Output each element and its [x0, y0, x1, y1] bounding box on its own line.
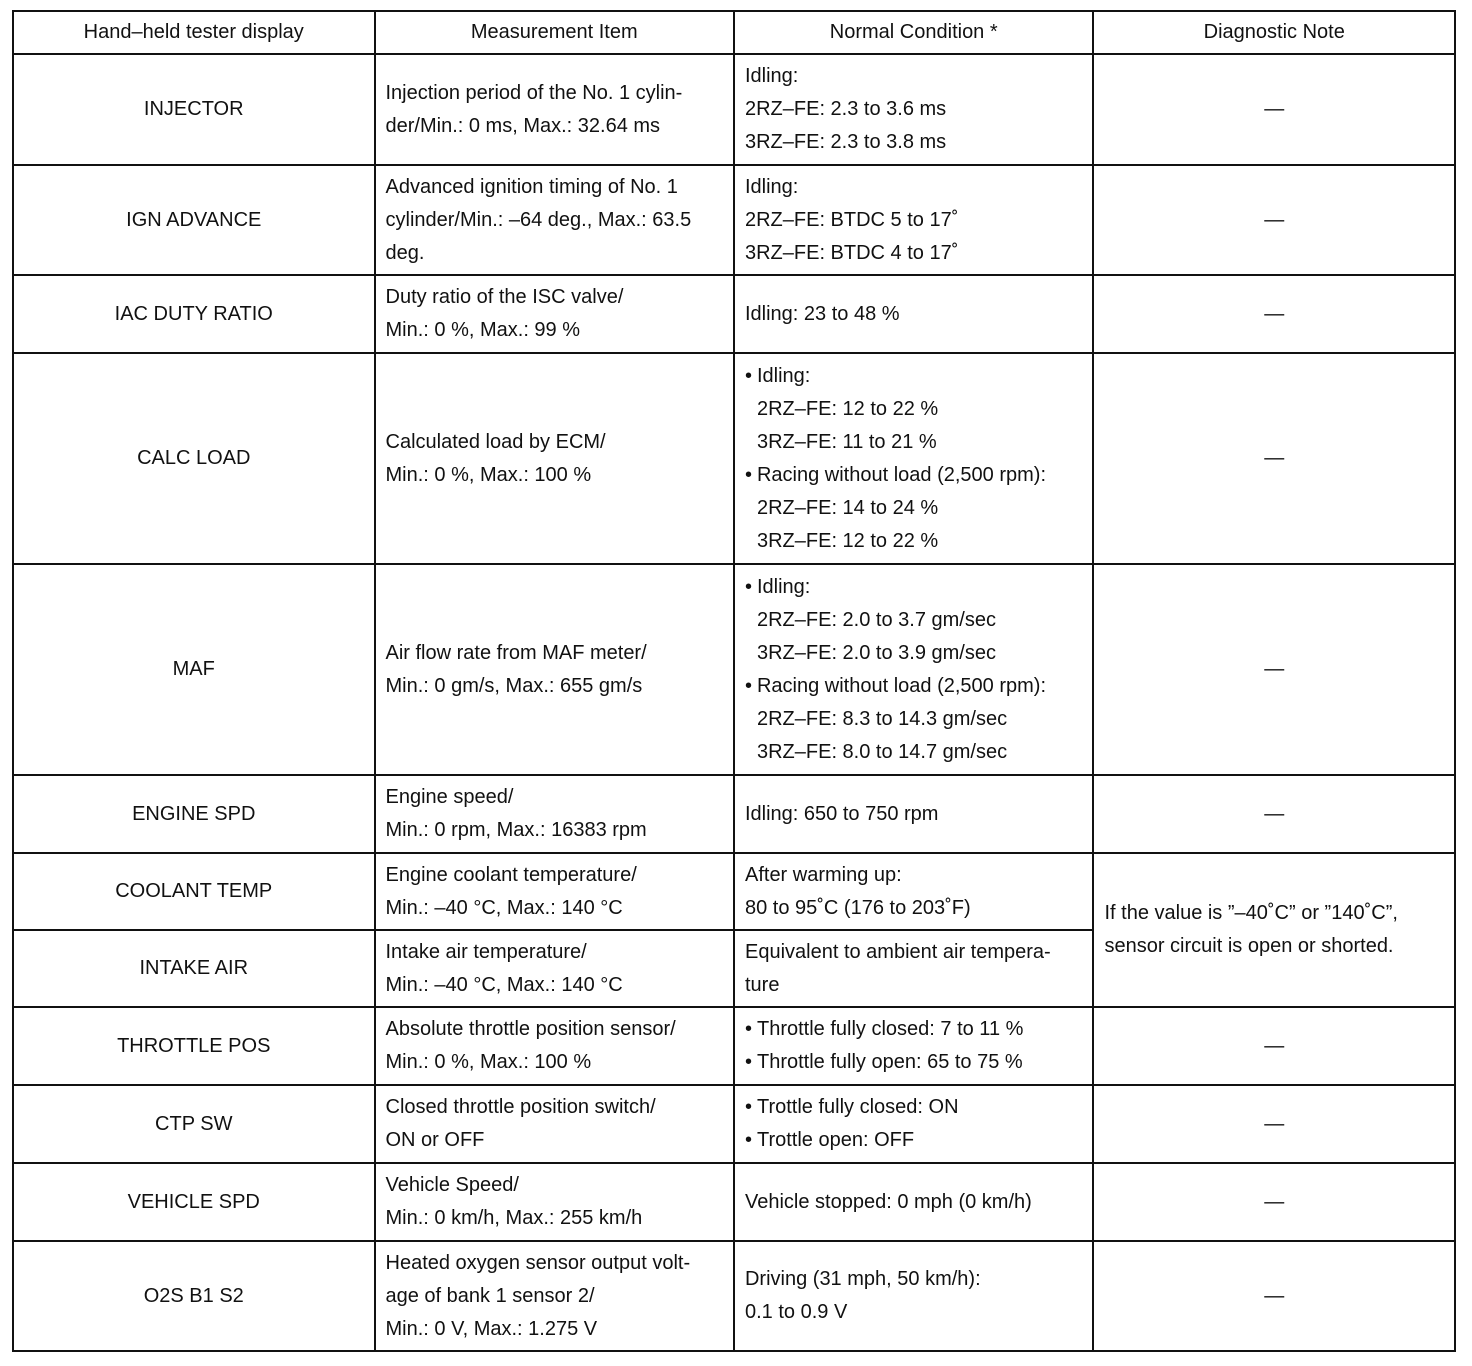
table-row: [13, 275, 1455, 353]
display-cell: IGN ADVANCE: [13, 165, 375, 275]
table-row: [13, 54, 1455, 165]
normal-condition-cell: [734, 564, 1093, 775]
text-line: 2RZ–FE: 8.3 to 14.3 gm/sec: [756, 707, 1008, 730]
table-row: [13, 564, 1455, 775]
text-line: Min.: –40 °C, Max.: 140 °C: [385, 896, 623, 919]
text-line: 3RZ–FE: 8.0 to 14.7 gm/sec: [756, 740, 1008, 763]
text-line: 0.1 to 0.9 V: [744, 1301, 848, 1323]
bullet-line: • Idling:: [745, 360, 1082, 393]
table-row: [13, 1085, 1455, 1163]
diagnostic-note-cell: —: [1093, 775, 1455, 853]
diagnostic-note-cell: —: [1093, 1241, 1455, 1351]
text-line: ture: [744, 973, 780, 996]
measurement-item-cell: [375, 775, 734, 853]
table-row: [13, 1007, 1455, 1085]
normal-condition-cell: [734, 1163, 1093, 1241]
text-line: Equivalent to ambient air tempera-: [744, 940, 1051, 963]
measurement-item-cell: [375, 853, 734, 930]
text-line: Min.: 0 rpm, Max.: 16383 rpm: [385, 819, 647, 841]
text-line: Injection period of the No. 1 cylin-: [385, 81, 683, 104]
diagnostic-note-cell: —: [1093, 165, 1455, 275]
text-line: 3RZ–FE: 11 to 21 %: [756, 430, 937, 453]
normal-condition-cell: [734, 165, 1093, 275]
text-line: 2RZ–FE: 12 to 22 %: [756, 397, 939, 420]
measurement-item-cell: [375, 353, 734, 564]
normal-condition-cell: [734, 775, 1093, 853]
text-line: sensor circuit is open or shorted.: [1104, 935, 1394, 957]
text-line: 2RZ–FE: 2.3 to 3.6 ms: [744, 98, 947, 120]
display-cell: VEHICLE SPD: [13, 1163, 375, 1241]
bullet-line: • Throttle fully open: 65 to 75 %: [745, 1046, 1082, 1079]
measurement-item-cell: [375, 1163, 734, 1241]
data-list-table: [12, 10, 1456, 1352]
text-line: Min.: 0 %, Max.: 100 %: [385, 463, 592, 486]
text-line: age of bank 1 sensor 2/: [385, 1284, 595, 1307]
diagnostic-note-cell: —: [1093, 353, 1455, 564]
normal-condition-cell: [734, 54, 1093, 165]
text-line: 80 to 95˚C (176 to 203˚F): [744, 896, 971, 919]
text-line: Idling:: [744, 175, 799, 198]
normal-condition-cell: [734, 275, 1093, 353]
bullet-line: • Trottle fully closed: ON: [745, 1091, 1082, 1124]
display-cell: MAF: [13, 564, 375, 775]
display-cell: INJECTOR: [13, 54, 375, 165]
text-line: Vehicle stopped: 0 mph (0 km/h): [744, 1190, 1032, 1213]
table-row: [13, 1241, 1455, 1351]
display-cell: IAC DUTY RATIO: [13, 275, 375, 353]
diagnostic-note-cell: —: [1093, 275, 1455, 353]
diagnostic-note-cell: —: [1093, 1007, 1455, 1085]
table-row: [13, 775, 1455, 853]
diagnostic-note-cell: —: [1093, 54, 1455, 165]
text-line: Closed throttle position switch/: [385, 1096, 656, 1118]
text-line: 2RZ–FE: 14 to 24 %: [756, 496, 939, 519]
text-line: Idling: 23 to 48 %: [744, 302, 900, 325]
text-line: Idling: 650 to 750 rpm: [744, 802, 939, 825]
text-line: Min.: 0 km/h, Max.: 255 km/h: [385, 1207, 643, 1229]
text-line: 2RZ–FE: 2.0 to 3.7 gm/sec: [756, 608, 996, 631]
text-line: Min.: 0 %, Max.: 100 %: [385, 1051, 592, 1073]
header-measurement-item: Measurement Item: [375, 11, 734, 54]
text-line: 3RZ–FE: 12 to 22 %: [756, 529, 939, 552]
measurement-item-cell: [375, 1241, 734, 1351]
text-line: ON or OFF: [385, 1129, 485, 1151]
text-line: Engine speed/: [385, 786, 514, 808]
normal-condition-cell: [734, 1241, 1093, 1351]
measurement-item-cell: [375, 165, 734, 275]
table-row: [13, 1163, 1455, 1241]
header-row: [13, 11, 1455, 54]
text-line: 2RZ–FE: BTDC 5 to 17˚: [744, 208, 959, 231]
diagnostic-note-cell: [1093, 853, 1455, 1007]
diagnostic-note-cell: —: [1093, 1085, 1455, 1163]
text-line: Min.: –40 °C, Max.: 140 °C: [385, 973, 623, 996]
text-line: Heated oxygen sensor output volt-: [385, 1251, 691, 1274]
text-line: Min.: 0 V, Max.: 1.275 V: [385, 1317, 598, 1340]
text-line: Duty ratio of the ISC valve/: [385, 286, 624, 308]
measurement-item-cell: [375, 54, 734, 165]
header-diagnostic-note: Diagnostic Note: [1093, 11, 1455, 54]
text-line: After warming up:: [744, 863, 902, 886]
diagnostic-note-cell: —: [1093, 1163, 1455, 1241]
text-line: deg.: [385, 241, 425, 264]
display-cell: THROTTLE POS: [13, 1007, 375, 1085]
normal-condition-cell: [734, 853, 1093, 930]
bullet-line: • Trottle open: OFF: [745, 1124, 1082, 1157]
measurement-item-cell: [375, 1085, 734, 1163]
header-normal-condition: Normal Condition *: [734, 11, 1093, 54]
bullet-line: • Throttle fully closed: 7 to 11 %: [745, 1013, 1082, 1046]
bullet-line: • Racing without load (2,500 rpm):: [745, 459, 1082, 492]
text-line: Air flow rate from MAF meter/: [385, 641, 647, 664]
normal-condition-cell: [734, 930, 1093, 1007]
header-display: Hand–held tester display: [13, 11, 375, 54]
measurement-item-cell: [375, 564, 734, 775]
text-line: Intake air temperature/: [385, 940, 587, 963]
text-line: cylinder/Min.: –64 deg., Max.: 63.5: [385, 208, 692, 231]
text-line: Min.: 0 gm/s, Max.: 655 gm/s: [385, 674, 643, 697]
text-line: Advanced ignition timing of No. 1: [385, 175, 678, 198]
measurement-item-cell: [375, 930, 734, 1007]
measurement-item-cell: [375, 275, 734, 353]
text-line: Calculated load by ECM/: [385, 430, 606, 453]
bullet-line: • Racing without load (2,500 rpm):: [745, 670, 1082, 703]
text-line: Absolute throttle position sensor/: [385, 1018, 676, 1040]
table-row: [13, 353, 1455, 564]
measurement-item-cell: [375, 1007, 734, 1085]
normal-condition-cell: [734, 1007, 1093, 1085]
bullet-line: • Idling:: [745, 571, 1082, 604]
text-line: 3RZ–FE: 2.3 to 3.8 ms: [744, 131, 947, 153]
display-cell: COOLANT TEMP: [13, 853, 375, 930]
normal-condition-cell: [734, 1085, 1093, 1163]
normal-condition-cell: [734, 353, 1093, 564]
text-line: 3RZ–FE: BTDC 4 to 17˚: [744, 241, 959, 264]
display-cell: O2S B1 S2: [13, 1241, 375, 1351]
text-line: Driving (31 mph, 50 km/h):: [744, 1268, 981, 1290]
text-line: If the value is ”–40˚C” or ”140˚C”,: [1104, 902, 1398, 924]
table-row: [13, 165, 1455, 275]
text-line: Min.: 0 %, Max.: 99 %: [385, 319, 581, 341]
display-cell: ENGINE SPD: [13, 775, 375, 853]
text-line: 3RZ–FE: 2.0 to 3.9 gm/sec: [756, 641, 996, 664]
text-line: der/Min.: 0 ms, Max.: 32.64 ms: [385, 114, 661, 137]
diagnostic-note-cell: —: [1093, 564, 1455, 775]
text-line: Idling:: [744, 65, 799, 87]
display-cell: INTAKE AIR: [13, 930, 375, 1007]
display-cell: CTP SW: [13, 1085, 375, 1163]
display-cell: CALC LOAD: [13, 353, 375, 564]
text-line: Vehicle Speed/: [385, 1174, 519, 1196]
text-line: Engine coolant temperature/: [385, 863, 637, 886]
table-row: [13, 853, 1455, 930]
